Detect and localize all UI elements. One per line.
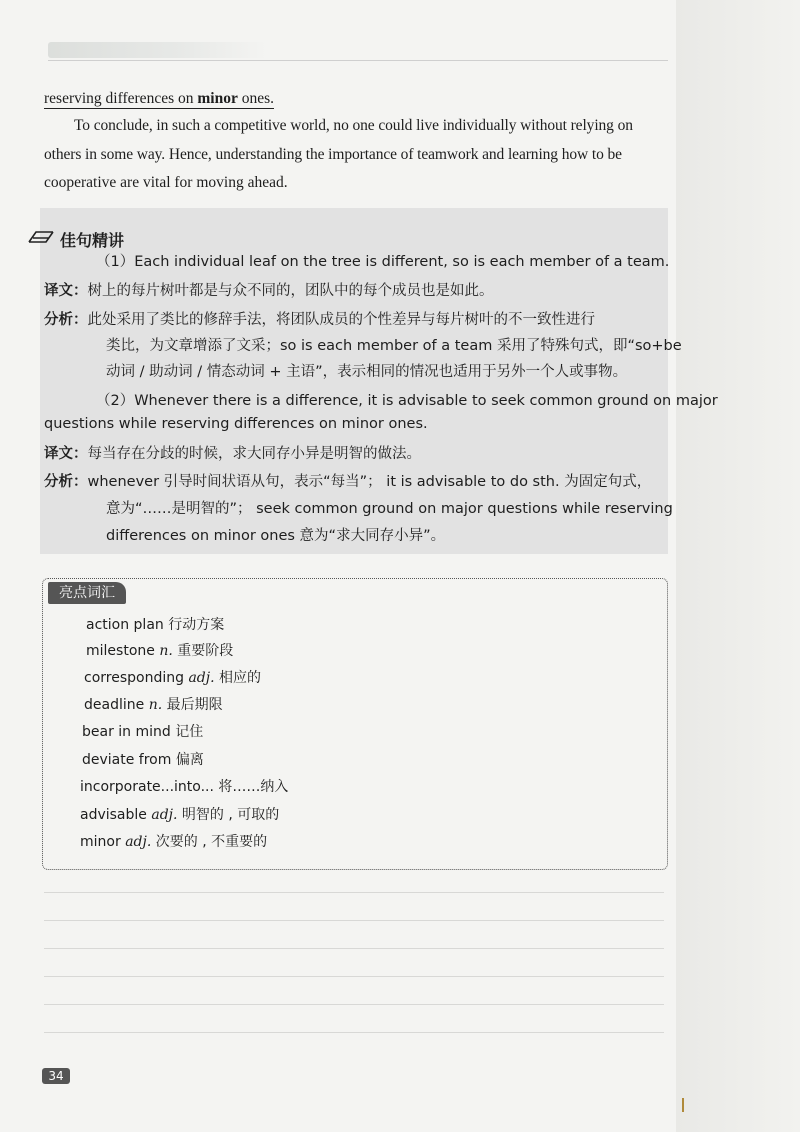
passage-line1-prefix: reserving differences on <box>44 90 198 107</box>
analysis-text-2: 意为“……是明智的”； seek common ground on major questions while reserving <box>106 501 673 517</box>
sentence-1-translation <box>44 279 494 300</box>
vocab-en: incorporate...into... <box>80 779 214 795</box>
vocab-zh: 将……纳入 <box>218 779 289 795</box>
header-rule <box>48 60 668 61</box>
vocab-en: action plan <box>86 617 164 633</box>
vocab-en: bear in mind <box>82 724 171 740</box>
sentence-2-line-1: （2）Whenever there is a difference, it is advisable to seek common ground on major <box>96 393 718 409</box>
analysis-text-3: differences on minor ones 意为“求大同存小异”。 <box>106 528 446 544</box>
analysis-text-3: 动词 / 助动词 / 情态动词 + 主语”，表示相同的情况也适用于另外一个人或事物。 <box>106 364 628 380</box>
vocab-item <box>80 804 279 824</box>
translation-label: 译文： <box>44 446 88 462</box>
sentence-1-analysis <box>44 308 595 329</box>
sentence-2-analysis <box>44 470 651 491</box>
analysis-label: 分析： <box>44 312 88 328</box>
vocab-item <box>82 749 204 769</box>
vocab-zh: 偏离 <box>175 752 204 768</box>
sentence-1: （1）Each individual leaf on the tree is different, so is each member of a team. <box>96 254 670 270</box>
page-number: 34 <box>42 1068 70 1084</box>
vocab-item <box>84 667 261 687</box>
vocab-pos: adj. <box>151 807 178 823</box>
book-icon <box>28 230 54 244</box>
analysis-label: 分析： <box>44 474 88 490</box>
vocab-item <box>82 721 203 741</box>
binding-mark <box>682 1098 684 1112</box>
translation-text: 树上的每片树叶都是与众不同的，团队中的每个成员也是如此。 <box>87 283 494 299</box>
passage-line-1 <box>44 90 274 108</box>
vocab-pos: adj. <box>188 670 215 686</box>
passage-para2-line1: To conclude, in such a competitive world, no one could live individually without relying on <box>74 117 633 134</box>
passage-line1-bold: minor <box>197 90 238 107</box>
vocabulary-tag: 亮点词汇 <box>48 582 126 604</box>
translation-text: 每当存在分歧的时候，求大同存小异是明智的做法。 <box>87 446 421 462</box>
page-edge-shadow <box>676 0 800 1132</box>
vocab-zh: 相应的 <box>219 670 262 686</box>
sentence-2-translation <box>44 442 421 463</box>
analysis-text-2: 类比，为文章增添了文采；so is each member of a team 采用了特殊句式，即“so+be <box>106 338 682 354</box>
vocab-item <box>86 640 233 660</box>
vocab-zh: 最后期限 <box>166 697 223 713</box>
vocab-en: deadline <box>84 697 145 713</box>
vocab-en: advisable <box>80 807 147 823</box>
analysis-text-1: whenever 引导时间状语从句，表示“每当”； it is advisable to do sth. 为固定句式， <box>87 474 652 490</box>
sentence-2-line-2: questions while reserving differences on minor ones. <box>44 416 428 432</box>
bleed-through-line <box>44 976 664 977</box>
vocab-en: minor <box>80 834 121 850</box>
key-sentences-title: 佳句精讲 <box>60 231 125 250</box>
vocab-pos: n. <box>159 643 173 659</box>
vocab-zh: 重要阶段 <box>177 643 234 659</box>
vocab-item <box>84 694 223 714</box>
bleed-through-line <box>44 892 664 893</box>
vocab-item <box>80 776 288 796</box>
vocab-en: deviate from <box>82 752 172 768</box>
vocab-item <box>86 614 224 634</box>
passage-para2-line2: others in some way. Hence, understanding the importance of teamwork and learning how to be <box>44 146 622 163</box>
vocab-pos: adj. <box>125 834 152 850</box>
passage-para2-line3: cooperative are vital for moving ahead. <box>44 174 288 191</box>
bleed-through-line <box>44 1032 664 1033</box>
bleed-through-line <box>44 1004 664 1005</box>
vocab-zh: 明智的 , 可取的 <box>181 807 280 823</box>
vocab-zh: 次要的 , 不重要的 <box>155 834 268 850</box>
analysis-text-1: 此处采用了类比的修辞手法，将团队成员的个性差异与每片树叶的不一致性进行 <box>87 312 595 328</box>
vocab-en: corresponding <box>84 670 184 686</box>
vocab-zh: 记住 <box>175 724 204 740</box>
vocab-pos: n. <box>148 697 163 713</box>
bleed-through-line <box>44 948 664 949</box>
passage-line1-suffix: ones. <box>237 90 274 107</box>
vocab-en: milestone <box>86 643 155 659</box>
vocab-zh: 行动方案 <box>168 617 225 633</box>
header-band <box>48 42 268 58</box>
bleed-through-line <box>44 920 664 921</box>
translation-label: 译文： <box>44 283 88 299</box>
vocab-item <box>80 831 267 851</box>
